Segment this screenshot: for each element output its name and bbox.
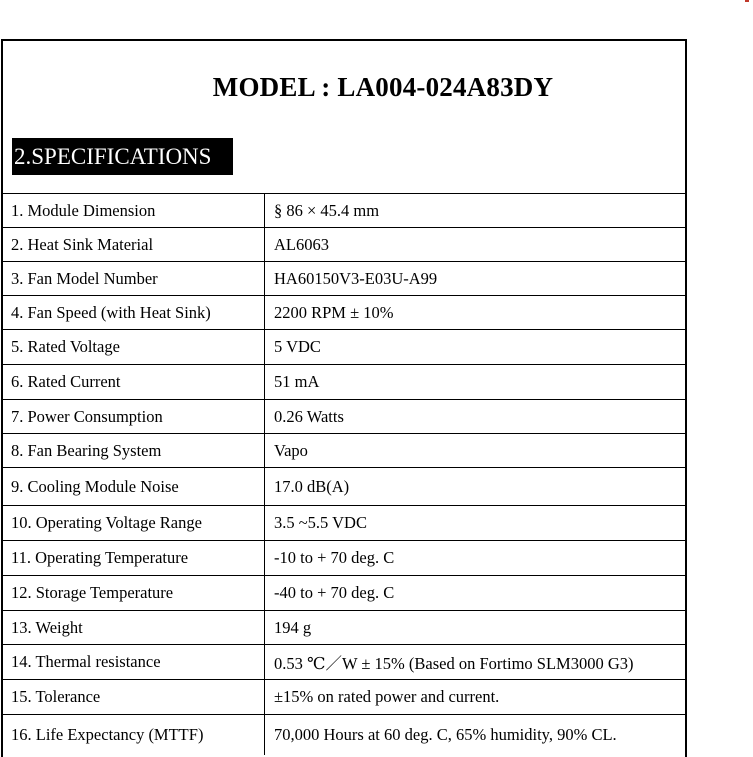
spec-value: Vapo <box>265 434 688 468</box>
table-row <box>3 680 687 715</box>
spec-label: 10. Operating Voltage Range <box>3 506 265 541</box>
spec-label: 11. Operating Temperature <box>3 541 265 576</box>
spec-label: 9. Cooling Module Noise <box>3 468 265 506</box>
spec-value: § 86 × 45.4 mm <box>265 194 688 228</box>
spec-label: 7. Power Consumption <box>3 400 265 434</box>
spec-label: 15. Tolerance <box>3 680 265 715</box>
table-row <box>3 576 687 611</box>
spec-value: 0.26 Watts <box>265 400 688 434</box>
edge-mark <box>745 0 749 2</box>
spec-label: 3. Fan Model Number <box>3 262 265 296</box>
spec-value: 2200 RPM ± 10% <box>265 296 688 330</box>
table-row <box>3 330 687 365</box>
table-row <box>3 645 687 680</box>
spec-value: -40 to + 70 deg. C <box>265 576 688 611</box>
spec-label: 4. Fan Speed (with Heat Sink) <box>3 296 265 330</box>
spec-label: 5. Rated Voltage <box>3 330 265 365</box>
spec-value: AL6063 <box>265 228 688 262</box>
spec-label: 16. Life Expectancy (MTTF) <box>3 715 265 755</box>
table-row <box>3 228 687 262</box>
table-row <box>3 468 687 506</box>
spec-value: 5 VDC <box>265 330 688 365</box>
table-row <box>3 611 687 645</box>
spec-label: 1. Module Dimension <box>3 194 265 228</box>
spec-label: 8. Fan Bearing System <box>3 434 265 468</box>
spec-value: 3.5 ~5.5 VDC <box>265 506 688 541</box>
spec-value: ±15% on rated power and current. <box>265 680 688 715</box>
spec-label: 14. Thermal resistance <box>3 645 265 680</box>
table-row <box>3 194 687 228</box>
section-heading: 2.SPECIFICATIONS <box>12 138 233 175</box>
table-row <box>3 296 687 330</box>
table-row <box>3 262 687 296</box>
table-row <box>3 541 687 576</box>
specifications-table <box>3 193 687 755</box>
table-row <box>3 365 687 400</box>
table-row <box>3 715 687 755</box>
spec-value: 51 mA <box>265 365 688 400</box>
spec-value: 70,000 Hours at 60 deg. C, 65% humidity, 90% CL. <box>265 715 688 755</box>
table-row <box>3 506 687 541</box>
spec-label: 12. Storage Temperature <box>3 576 265 611</box>
table-row <box>3 400 687 434</box>
spec-value: 194 g <box>265 611 688 645</box>
spec-label: 6. Rated Current <box>3 365 265 400</box>
spec-label: 13. Weight <box>3 611 265 645</box>
spec-label: 2. Heat Sink Material <box>3 228 265 262</box>
spec-value: 17.0 dB(A) <box>265 468 688 506</box>
spec-value: -10 to + 70 deg. C <box>265 541 688 576</box>
table-row <box>3 434 687 468</box>
spec-value: HA60150V3-E03U-A99 <box>265 262 688 296</box>
model-title: MODEL : LA004-024A83DY <box>212 72 554 102</box>
spec-value: 0.53 ℃／W ± 15% (Based on Fortimo SLM3000 G3) <box>265 645 688 680</box>
